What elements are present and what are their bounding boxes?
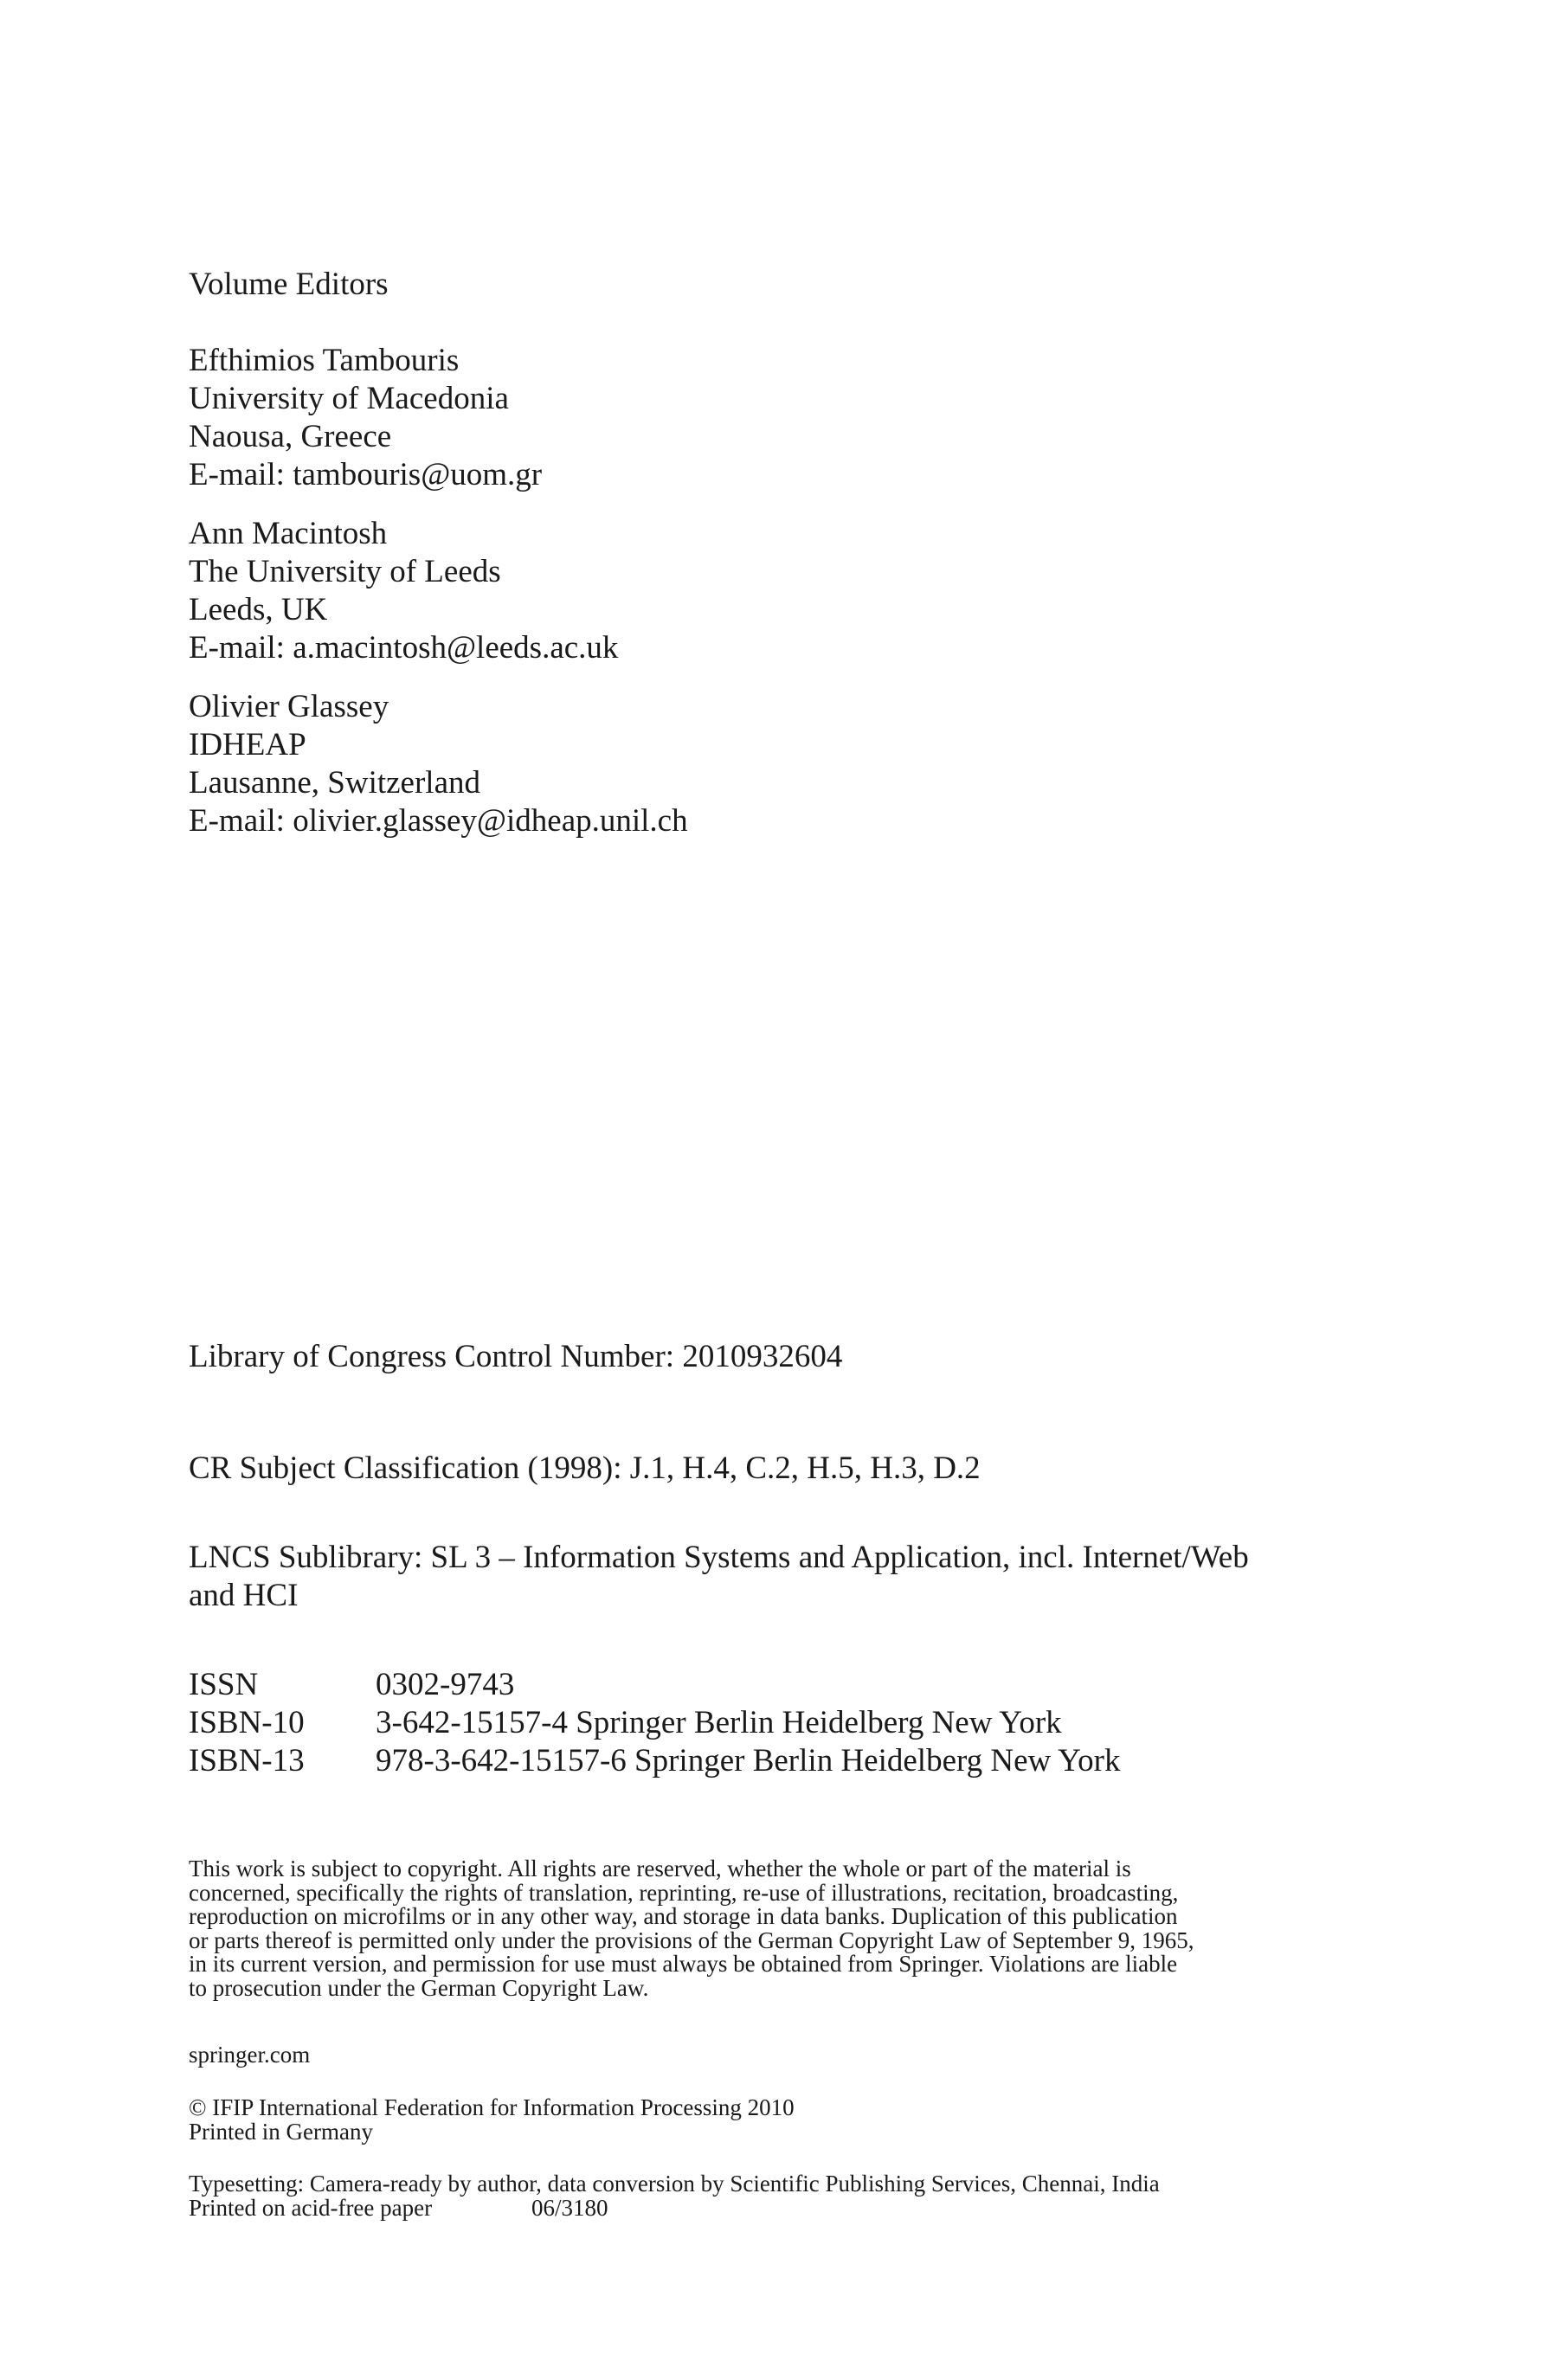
identifier-label: ISBN-10 <box>189 1705 305 1740</box>
copyright-notice-line: in its current version, and permission for use must always be obtained from Springer. Violations are liable <box>189 1951 1178 1977</box>
lncs-sublibrary-line-2: and HCI <box>189 1578 299 1613</box>
copyright-notice <box>189 1857 1335 2000</box>
copyright-notice-line: This work is subject to copyright. All rights are reserved, whether the whole or part of the material is <box>189 1856 1131 1881</box>
volume-editors-heading <box>189 266 1340 304</box>
copyright-notice-line: concerned, specifically the rights of translation, reprinting, re-use of illustrations, recitation, broadcasting, <box>189 1879 1179 1906</box>
identifier-value: 978-3-642-15157-6 Springer Berlin Heidelberg New York <box>376 1743 1121 1779</box>
editor-location: Naousa, Greece <box>189 419 392 454</box>
editor-location: Lausanne, Switzerland <box>189 765 480 801</box>
loc-control-number-text: Library of Congress Control Number: 2010932604 <box>189 1339 843 1374</box>
editor-email: E-mail: olivier.glassey@idheap.unil.ch <box>189 803 688 839</box>
cr-classification-text: CR Subject Classification (1998): J.1, H.4, C.2, H.5, H.3, D.2 <box>189 1451 981 1486</box>
identifiers-table <box>189 1666 1340 1780</box>
editor-location: Leeds, UK <box>189 592 328 627</box>
cr-subject-classification <box>189 1450 1340 1488</box>
copyright-notice-line: to prosecution under the German Copyright Law. <box>189 1974 649 2001</box>
editor-affiliation: IDHEAP <box>189 727 306 762</box>
copyright-holder-text: © IFIP International Federation for Information Processing 2010 <box>189 2094 795 2120</box>
publisher-website <box>189 2043 1340 2068</box>
editor-entry <box>189 515 1340 667</box>
identifier-row-isbn-13 <box>189 1742 1340 1780</box>
typesetting-text: Typesetting: Camera-ready by author, data conversion by Scientific Publishing Services, Chennai, India <box>189 2171 1160 2197</box>
editor-email: E-mail: tambouris@uom.gr <box>189 457 543 492</box>
lncs-sublibrary-line-1: LNCS Sublibrary: SL 3 – Information Systems and Application, incl. Internet/Web <box>189 1540 1249 1575</box>
copyright-notice-line: reproduction on microfilms or in any other way, and storage in data banks. Duplication of this publication <box>189 1903 1178 1929</box>
editor-affiliation: The University of Leeds <box>189 554 501 589</box>
editor-entry <box>189 342 1340 494</box>
website-text: springer.com <box>189 2042 311 2068</box>
lncs-sublibrary <box>189 1539 1340 1615</box>
editor-email: E-mail: a.macintosh@leeds.ac.uk <box>189 630 619 666</box>
editor-entry <box>189 688 1340 840</box>
copyright-holder <box>189 2096 1340 2144</box>
identifier-label: ISSN <box>189 1667 259 1702</box>
editor-name: Ann Macintosh <box>189 516 388 551</box>
print-info-row <box>189 2194 1340 2221</box>
identifier-value: 3-642-15157-4 Springer Berlin Heidelberg New York <box>376 1705 1062 1740</box>
editor-name: Olivier Glassey <box>189 689 389 724</box>
loc-control-number <box>189 1338 1340 1376</box>
print-code: 06/3180 <box>531 2194 608 2221</box>
typesetting-info <box>189 2172 1340 2220</box>
identifier-value: 0302-9743 <box>376 1667 515 1702</box>
heading-text: Volume Editors <box>189 267 389 302</box>
printed-in-text: Printed in Germany <box>189 2118 373 2145</box>
acid-free-text: Printed on acid-free paper <box>189 2194 433 2221</box>
identifier-row-issn <box>189 1666 1340 1704</box>
editor-affiliation: University of Macedonia <box>189 381 509 416</box>
identifier-label: ISBN-13 <box>189 1743 305 1779</box>
identifier-row-isbn-10 <box>189 1704 1340 1742</box>
editor-name: Efthimios Tambouris <box>189 343 460 378</box>
copyright-notice-line: or parts thereof is permitted only under the provisions of the German Copyright Law of September 9, 1965, <box>189 1927 1194 1953</box>
